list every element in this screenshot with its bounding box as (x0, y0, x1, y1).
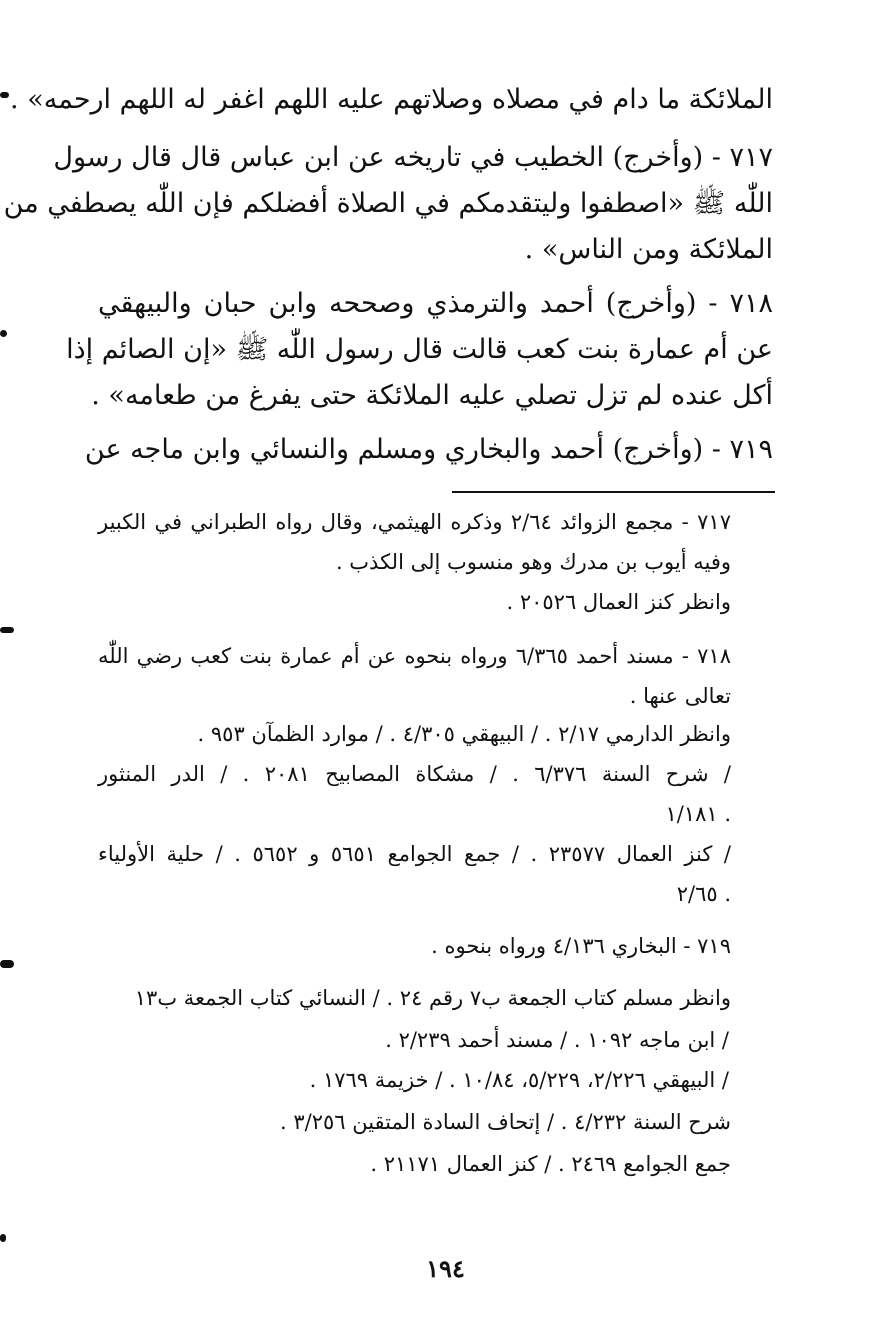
footnote-line: ٧١٨ - مسند أحمد ٦/٣٦٥ ورواه بنحوه عن أم عمارة بنت كعب رضي اللّٰه (98, 644, 731, 668)
main-text-line: ٧١٧ - (وأخرج) الخطيب في تاريخه عن ابن عباس قال قال رسول (53, 142, 773, 173)
footnote-line: وانظر الدارمي ٢/١٧ . / البيهقي ٤/٣٠٥ . / موارد الظمآن ٩٥٣ . (197, 722, 731, 746)
scan-mark (0, 960, 14, 968)
footnote-line: / ابن ماجه ١٠٩٢ . / مسند أحمد ٢/٢٣٩ . (385, 1028, 729, 1052)
footnote-line: ١/١٨١ . (665, 802, 731, 826)
scan-mark (0, 627, 14, 633)
footnote-separator (452, 491, 775, 493)
scan-mark (0, 330, 7, 337)
footnote-line: وانظر كنز العمال ٢٠٥٢٦ . (506, 590, 731, 614)
main-text-line: عن أم عمارة بنت كعب قالت قال رسول اللّٰه ﷺ «إن الصائم إذا (66, 334, 773, 365)
scan-mark (0, 1234, 6, 1242)
main-text-line: اللّٰه ﷺ «اصطفوا وليتقدمكم في الصلاة أفضلكم فإن اللّٰه يصطفي من (3, 188, 773, 219)
main-text-line: ٧١٩ - (وأخرج) أحمد والبخاري ومسلم والنسائي وابن ماجه عن (84, 434, 773, 465)
footnote-line: ٢/٦٥ . (676, 882, 731, 906)
main-text-line: الملائكة ومن الناس» . (524, 234, 773, 265)
footnote-line: وانظر مسلم كتاب الجمعة ب٧ رقم ٢٤ . / النسائي كتاب الجمعة ب١٣ (134, 986, 731, 1010)
main-text-line: الملائكة ما دام في مصلاه وصلاتهم عليه اللهم اغفر له اللهم ارحمه» . (10, 84, 773, 115)
footnote-line: / كنز العمال ٢٣٥٧٧ . / جمع الجوامع ٥٦٥١ و ٥٦٥٢ . / حلية الأولياء (98, 842, 731, 866)
main-text-line: ٧١٨ - (وأخرج) أحمد والترمذي وصححه وابن حبان والبيهقي (98, 288, 773, 319)
footnote-line: تعالى عنها . (629, 684, 731, 708)
footnote-line: ٧١٩ - البخاري ٤/١٣٦ ورواه بنحوه . (431, 934, 731, 958)
footnote-line: / البيهقي ٢/٢٢٦، ٥/٢٢٩، ١٠/٨٤ . / خزيمة ١٧٦٩ . (309, 1068, 729, 1092)
footnote-line: / شرح السنة ٦/٣٧٦ . / مشكاة المصابيح ٢٠٨١ . / الدر المنثور (98, 762, 732, 786)
footnote-line: ٧١٧ - مجمع الزوائد ٢/٦٤ وذكره الهيثمي، وقال رواه الطبراني في الكبير (98, 510, 731, 534)
footnote-line: شرح السنة ٤/٢٣٢ . / إتحاف السادة المتقين ٣/٢٥٦ . (279, 1110, 731, 1134)
main-text-line: أكل عنده لم تزل تصلي عليه الملائكة حتى يفرغ من طعامه» . (91, 380, 773, 411)
footnote-line: وفيه أيوب بن مدرك وهو منسوب إلى الكذب . (335, 550, 731, 574)
footnote-line: جمع الجوامع ٢٤٦٩ . / كنز العمال ٢١١٧١ . (370, 1152, 731, 1176)
scan-mark (0, 92, 9, 98)
page-number: ١٩٤ (426, 1254, 465, 1283)
